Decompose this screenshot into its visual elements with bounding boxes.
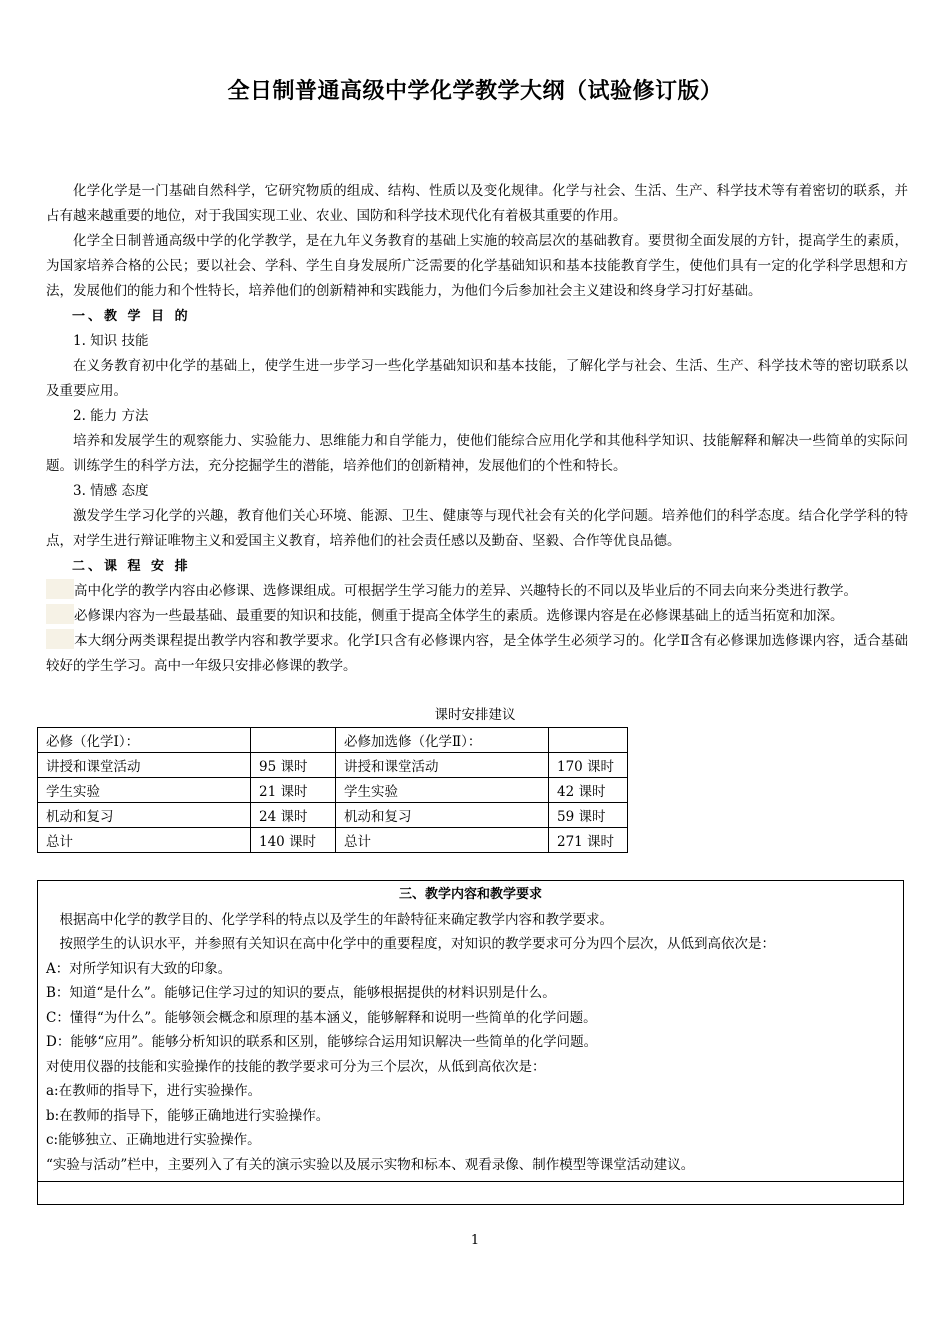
document-body (46, 179, 908, 679)
table-cell: 讲授和课堂活动 (336, 753, 549, 778)
section1-paragraph-2: 培养和发展学生的观察能力、实验能力、思维能力和自学能力，使他们能综合应用化学和其他科学知识、技能解释和解决一些简单的实际问题。训练学生的科学方法，充分挖掘学生的潜能，培养他们的创新精神，发展他们的个性和特长。 (46, 433, 908, 474)
table-cell: 59 课时 (549, 803, 628, 828)
table-cell: 必修（化学Ⅰ）： (38, 728, 251, 753)
section3-line: c:能够独立、正确地进行实验操作。 (46, 1132, 261, 1148)
table-cell: 讲授和课堂活动 (38, 753, 251, 778)
table-cell: 24 课时 (251, 803, 336, 828)
table-cell: 学生实验 (336, 778, 549, 803)
table-cell: 必修加选修（化学Ⅱ）： (336, 728, 549, 753)
section1-subheading-1: 1. 知识 技能 (73, 333, 149, 349)
table-cell: 170 课时 (549, 753, 628, 778)
box-divider (38, 1181, 903, 1182)
intro-paragraph-2: 化学全日制普通高级中学的化学教学，是在九年义务教育的基础上实施的较高层次的基础教育。要贯彻全面发展的方针，提高学生的素质，为国家培养合格的公民；要以社会、学科、学生自身发展所广泛需要的化学基础知识和基本技能教育学生，使他们具有一定的化学科学思想和方法，发展他们的能力和个性特长，培养他们的创新精神和实践能力，为他们今后参加社会主义建设和终身学习打好基础。 (46, 233, 908, 299)
table-cell: 总计 (336, 828, 549, 853)
table-cell: 机动和复习 (336, 803, 549, 828)
table-cell: 95 课时 (251, 753, 336, 778)
table-cell (251, 728, 336, 753)
class-hours-table (37, 727, 628, 853)
indent-mark (46, 579, 74, 599)
section1-subheading-3: 3. 情感 态度 (73, 483, 149, 499)
section1-paragraph-3: 激发学生学习化学的兴趣，教育他们关心环境、能源、卫生、健康等与现代社会有关的化学问题。培养他们的科学态度。结合化学学科的特点，对学生进行辩证唯物主义和爱国主义教育，培养他们的社会责任感以及勤奋、坚毅、合作等优良品德。 (46, 508, 908, 549)
section3-line: B：知道“是什么”。能够记住学习过的知识的要点，能够根据提供的材料识别是什么。 (46, 985, 556, 1001)
section3-line: a:在教师的指导下，进行实验操作。 (46, 1083, 262, 1099)
section1-paragraph-1: 在义务教育初中化学的基础上，使学生进一步学习一些化学基础知识和基本技能，了解化学与社会、生活、生产、科学技术等的密切联系以及重要应用。 (46, 358, 908, 399)
table-cell: 271 课时 (549, 828, 628, 853)
intro-paragraph-1: 化学化学是一门基础自然科学，它研究物质的组成、结构、性质以及变化规律。化学与社会、生活、生产、科学技术等有着密切的联系，并占有越来越重要的地位，对于我国实现工业、农业、国防和科学技术现代化有着极其重要的作用。 (46, 183, 908, 224)
section1-heading: 一、教 学 目 的 (72, 309, 191, 324)
section3-heading: 三、教学内容和教学要求 (398, 887, 542, 902)
section2-paragraph-2: 必修课内容为一些最基础、最重要的知识和技能，侧重于提高全体学生的素质。选修课内容是在必修课基础上的适当拓宽和加深。 (46, 604, 908, 629)
section3-line: A：对所学知识有大致的印象。 (46, 960, 232, 977)
section3-box (37, 880, 904, 1205)
table-cell: 42 课时 (549, 778, 628, 803)
table-row (38, 828, 628, 853)
section3-line: 根据高中化学的教学目的、化学学科的特点以及学生的年龄特征来确定教学内容和教学要求。 (59, 911, 613, 928)
table-cell (549, 728, 628, 753)
section2-paragraph-3: 本大纲分两类课程提出教学内容和教学要求。化学Ⅰ只含有必修课内容，是全体学生必须学习的。化学Ⅱ含有必修课加选修课内容，适合基础较好的学生学习。高中一年级只安排必修课的教学。 (46, 629, 908, 679)
indent-mark (46, 604, 74, 624)
table-cell: 学生实验 (38, 778, 251, 803)
section3-line: D：能够“应用”。能够分析知识的联系和区别，能够综合运用知识解决一些简单的化学问题。 (46, 1034, 598, 1050)
section3-content (46, 883, 895, 1177)
table-header-row (38, 728, 628, 753)
section2-heading: 二、课 程 安 排 (72, 559, 191, 574)
section3-line: 对使用仪器的技能和实验操作的技能的教学要求可分为三个层次，从低到高依次是： (46, 1058, 546, 1075)
section3-line: “实验与活动”栏中，主要列入了有关的演示实验以及展示实物和标本、观看录像、制作模型等课堂活动建议。 (46, 1156, 695, 1173)
section3-line: b:在教师的指导下，能够正确地进行实验操作。 (46, 1107, 330, 1124)
table-row (38, 753, 628, 778)
section1-subheading-2: 2. 能力 方法 (73, 408, 149, 424)
table-cell: 140 课时 (251, 828, 336, 853)
table-row (38, 778, 628, 803)
table-caption: 课时安排建议 (434, 707, 516, 723)
indent-mark (46, 629, 74, 649)
section3-line: 按照学生的认识水平，并参照有关知识在高中化学中的重要程度，对知识的教学要求可分为四个层次，从低到高依次是： (59, 936, 775, 952)
document-title: 全日制普通高级中学化学教学大纲（试验修订版） (227, 79, 723, 104)
section2-paragraph-1: 高中化学的教学内容由必修课、选修课组成。可根据学生学习能力的差异、兴趣特长的不同以及毕业后的不同去向来分类进行教学。 (46, 579, 908, 604)
table-cell: 机动和复习 (38, 803, 251, 828)
table-cell: 总计 (38, 828, 251, 853)
page-number: 1 (470, 1233, 480, 1248)
table-cell: 21 课时 (251, 778, 336, 803)
section3-line: C：懂得“为什么”。能够领会概念和原理的基本涵义，能够解释和说明一些简单的化学问题。 (46, 1009, 597, 1026)
table-row (38, 803, 628, 828)
